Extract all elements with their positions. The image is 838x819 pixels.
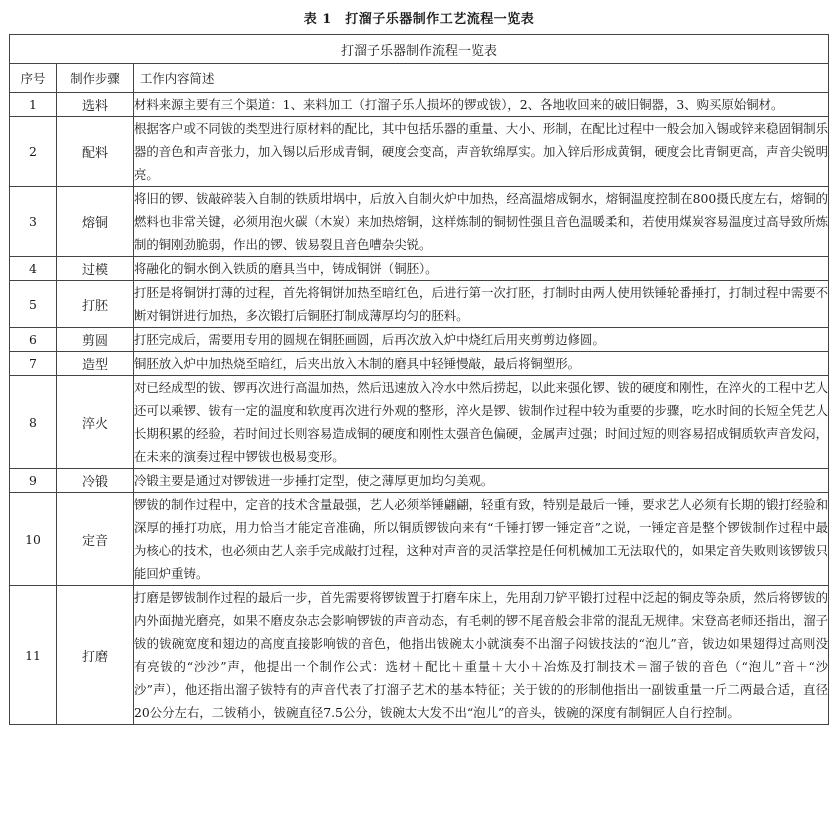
row-desc: 打胚完成后，需要用专用的圆规在铜胚画圆，后再次放入炉中烧红后用夹剪剪边修圆。	[134, 328, 829, 352]
row-step: 定音	[57, 493, 134, 586]
row-step: 冷锻	[57, 469, 134, 493]
row-step: 打磨	[57, 586, 134, 725]
header-no: 序号	[10, 64, 57, 93]
column-header-row	[10, 64, 829, 93]
table-row	[10, 117, 829, 187]
row-step: 淬火	[57, 376, 134, 469]
table-row	[10, 257, 829, 281]
header-desc: 工作内容简述	[134, 64, 829, 93]
row-step: 配料	[57, 117, 134, 187]
row-desc: 根据客户或不同钹的类型进行原材料的配比，其中包括乐器的重量、大小、形制，在配比过程中一般会加入锡或锌来稳固铜制乐器的音色和声音张力，加入锡以后形成青铜，硬度会变高，声音软绵厚实。加入锌后形成黄铜，硬度会比青铜更高，声音尖锐明亮。	[134, 117, 829, 187]
row-desc: 将融化的铜水倒入铁质的磨具当中，铸成铜饼（铜胚）。	[134, 257, 829, 281]
row-step: 选料	[57, 93, 134, 117]
table-row	[10, 328, 829, 352]
table-title-row	[10, 35, 829, 64]
process-table	[9, 34, 829, 725]
row-no: 8	[10, 376, 57, 469]
row-no: 11	[10, 586, 57, 725]
row-no: 3	[10, 187, 57, 257]
table-row	[10, 281, 829, 328]
row-no: 7	[10, 352, 57, 376]
row-no: 1	[10, 93, 57, 117]
row-desc: 材料来源主要有三个渠道：1、来料加工（打溜子乐人损坏的锣或钹），2、各地收回来的破旧铜器，3、购买原始铜材。	[134, 93, 829, 117]
table-caption: 表 1 打溜子乐器制作工艺流程一览表	[303, 12, 535, 27]
table-row	[10, 376, 829, 469]
row-step: 过模	[57, 257, 134, 281]
row-desc: 铜胚放入炉中加热烧至暗红，后夹出放入木制的磨具中轻锤慢敲，最后将铜塑形。	[134, 352, 829, 376]
row-step: 剪圆	[57, 328, 134, 352]
row-desc: 将旧的锣、钹敲碎装入自制的铁质坩埚中，后放入自制火炉中加热，经高温熔成铜水，熔铜温度控制在800摄氏度左右，熔铜的燃料也非常关键，必须用泡火碳（木炭）来加热熔铜，这样炼制的铜韧性强且音色温暖柔和，若使用煤炭容易温度过高导致所炼制的铜刚劲脆弱，作出的锣、钹易裂且音色嘈杂尖锐。	[134, 187, 829, 257]
table-row	[10, 493, 829, 586]
row-step: 打胚	[57, 281, 134, 328]
row-desc: 对已经成型的钹、锣再次进行高温加热，然后迅速放入冷水中然后捞起，以此来强化锣、钹的硬度和刚性，在淬火的工程中艺人还可以乘锣、钹有一定的温度和软度再次进行外观的整形，淬火是锣、钹制作过程中较为重要的步骤，吃水时间的长短全凭艺人长期积累的经验，若时间过长则容易造成铜的硬度和刚性太强音色偏硬，金属声过强；时间过短的则容易招成铜质软声音发闷，在未来的演奏过程中锣钹也极易变形。	[134, 376, 829, 469]
row-no: 10	[10, 493, 57, 586]
table-row	[10, 469, 829, 493]
row-desc: 打胚是将铜饼打薄的过程，首先将铜饼加热至暗红色，后进行第一次打胚，打制时由两人使用铁锤轮番捶打，打制过程中需要不断对铜饼进行加热，多次锻打后铜胚打制成薄厚均匀的胚料。	[134, 281, 829, 328]
row-desc: 冷锻主要是通过对锣钹进一步捶打定型，使之薄厚更加均匀美观。	[134, 469, 829, 493]
row-no: 4	[10, 257, 57, 281]
row-no: 5	[10, 281, 57, 328]
row-step: 熔铜	[57, 187, 134, 257]
row-step: 造型	[57, 352, 134, 376]
header-step: 制作步骤	[57, 64, 134, 93]
table-title: 打溜子乐器制作流程一览表	[10, 35, 829, 64]
row-desc: 锣钹的制作过程中，定音的技术含量最强，艺人必须举锤翩翩，轻重有致，特别是最后一锤，要求艺人必须有长期的锻打经验和深厚的捶打功底，用力恰当才能定音准确，所以铜质锣钹向来有“千锤打锣一锤定音”之说，一锤定音是整个锣钹制作过程中最为核心的技术，也必须由艺人亲手完成敲打过程，这种对声音的灵活掌控是任何机械加工无法取代的，如果定音失败则该锣钹只能回炉重铸。	[134, 493, 829, 586]
row-desc: 打磨是锣钹制作过程的最后一步，首先需要将锣钹置于打磨车床上，先用刮刀铲平锻打过程中泛起的铜皮等杂质，然后将锣钹的内外面抛光磨亮，如果不磨皮杂志会影响锣钹的声音动态，有毛刺的锣不尾音般会非常的混乱无规律。宋登高老师还指出，溜子钹的钹碗宽度和翅边的高度直接影响钹的音色，他指出钹碗太小就演奏不出溜子闷钹技法的“泡儿”音，钹边如果翅得过高则没有亮钹的“沙沙”声，他提出一个制作公式：选材＋配比＋重量＋大小＋冶炼及打制技术＝溜子钹的音色（“泡儿”音＋“沙沙”声），他还指出溜子钹特有的声音代表了打溜子艺术的基本特征；关于钹的的形制他指出一副钹重量一斤二两最合适，直径20公分左右，二钹稍小，钹碗直径7.5公分，钹碗太大发不出“泡儿”的音头，钹碗的深度有制铜匠人自行控制。	[134, 586, 829, 725]
table-row	[10, 93, 829, 117]
row-no: 2	[10, 117, 57, 187]
table-row	[10, 586, 829, 725]
row-no: 9	[10, 469, 57, 493]
table-row	[10, 352, 829, 376]
row-no: 6	[10, 328, 57, 352]
table-row	[10, 187, 829, 257]
